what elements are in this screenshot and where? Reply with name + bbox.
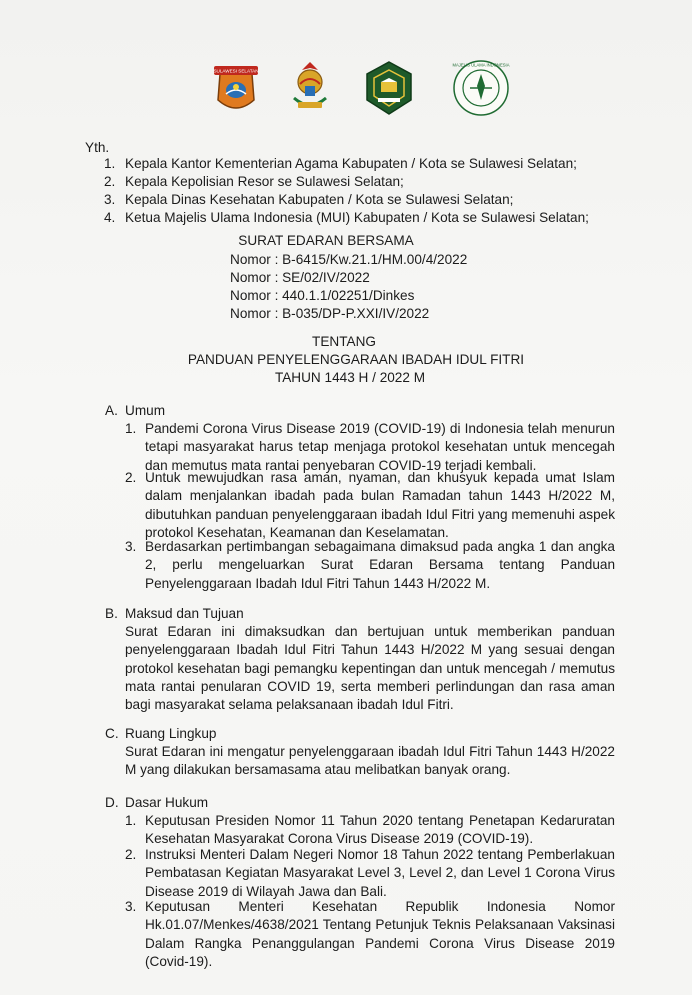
section-b-body: Surat Edaran ini dimaksudkan dan bertujuan untuk memberikan panduan penyelenggaraan Ibadah Idul Fitri Tahun 1443 H/2022 M yang sesuai dengan protokol kesehatan bagi pemangku kepentingan dan untuk mencegah / memutus mata rantai penularan COVID 19, serta memberi perlindungan dan rasa aman bagi masyarakat selama pelaksanaan ibadah Idul Fitri. — [125, 624, 615, 713]
section-c-title: Ruang Lingkup — [125, 726, 217, 741]
reference-number: Nomor : SE/02/IV/2022 — [230, 270, 370, 285]
section-d-item-2: Instruksi Menteri Dalam Negeri Nomor 18 Tahun 2022 tentang Pemberlakuan Pembatasan Kegiatan Masyarakat Level 3, Level 2, dan Level 1 Corona Virus Disease 2019 di Wilayah Jawa dan Bali. — [145, 847, 615, 899]
list-number: 2. — [125, 470, 137, 485]
subject-line-2: TAHUN 1443 H / 2022 M — [274, 370, 426, 385]
section-d-item-1: Keputusan Presiden Nomor 11 Tahun 2020 tentang Penetapan Kedaruratan Kesehatan Masyarakat Corona Virus Disease 2019 (COVID-19). — [145, 813, 615, 847]
list-number: 3. — [125, 539, 137, 554]
reference-number: Nomor : B-6415/Kw.21.1/HM.00/4/2022 — [230, 252, 468, 267]
section-a-label: A. — [105, 403, 118, 418]
section-d-item-3: Keputusan Menteri Kesehatan Republik Indonesia Nomor Hk.01.07/Menkes/4638/2021 Tentang Petunjuk Teknis Pelaksanaan Vaksinasi Dalam Rangka Penanggulangan Pandemi Corona Virus Disease 2019 (Covid-19). — [145, 899, 615, 969]
section-c-body: Surat Edaran ini mengatur penyelenggaraan ibadah Idul Fitri Tahun 1443 H/2022 M yang dilakukan bersamasama atau melibatkan banyak orang. — [125, 744, 615, 778]
polri-emblem-icon — [212, 60, 260, 118]
provinsi-emblem-icon — [288, 58, 332, 118]
section-a-item-3: Berdasarkan pertimbangan sebagaimana dimaksud pada angka 1 dan angka 2, perlu mengeluarkan Surat Edaran Bersama tentang Panduan Penyelenggaraan Ibadah Idul Fitri Tahun 1443 H/2022 M. — [145, 539, 615, 591]
recipient-number: 3. — [104, 192, 116, 207]
section-a-item-2: Untuk mewujudkan rasa aman, nyaman, dan khusyuk kepada umat Islam dalam menjalankan ibadah pada bulan Ramadan tahun 1443 H/2022 M, dibutuhkan panduan penyelenggaraan ibadah Idul Fitri yang memenuhi aspek protokol Kesehatan, Keamanan dan Keselamatan. — [145, 470, 615, 540]
recipient-item: Ketua Majelis Ulama Indonesia (MUI) Kabupaten / Kota se Sulawesi Selatan; — [125, 210, 589, 225]
mui-emblem-icon — [452, 58, 510, 118]
mui-ring-text: MAJELIS ULAMA INDONESIA — [452, 62, 510, 68]
recipient-number: 1. — [104, 156, 116, 171]
kemenag-emblem-icon — [364, 60, 414, 116]
list-number: 1. — [125, 421, 137, 436]
subject-line-1: PANDUAN PENYELENGGARAAN IBADAH IDUL FITRI — [187, 352, 525, 367]
recipient-item: Kepala Dinas Kesehatan Kabupaten / Kota se Sulawesi Selatan; — [125, 192, 514, 207]
list-number: 2. — [125, 847, 137, 862]
list-number: 1. — [125, 813, 137, 828]
polri-banner-text: SULAWESI SELATAN — [213, 68, 259, 74]
recipient-item: Kepala Kepolisian Resor se Sulawesi Selatan; — [125, 174, 404, 189]
reference-number: Nomor : 440.1.1/02251/Dinkes — [230, 288, 415, 303]
salutation: Yth. — [85, 140, 110, 155]
list-number: 3. — [125, 899, 137, 914]
section-c-label: C. — [105, 726, 119, 741]
recipient-item: Kepala Kantor Kementerian Agama Kabupaten / Kota se Sulawesi Selatan; — [125, 156, 577, 171]
section-d-title: Dasar Hukum — [125, 795, 209, 810]
section-b-title: Maksud dan Tujuan — [125, 606, 244, 621]
reference-number: Nomor : B-035/DP-P.XXI/IV/2022 — [230, 306, 430, 321]
section-a-item-1: Pandemi Corona Virus Disease 2019 (COVID-19) di Indonesia telah menurun tetapi masyarakat harus tetap menjaga protokol kesehatan untuk mencegah dan memutus mata rantai penyebaran COVID-19 terjadi kembali. — [145, 421, 615, 473]
recipient-number: 4. — [104, 210, 116, 225]
recipient-number: 2. — [104, 174, 116, 189]
tentang-label: TENTANG — [312, 334, 376, 349]
logo-row — [212, 58, 512, 120]
section-d-label: D. — [105, 795, 119, 810]
section-a-title: Umum — [125, 403, 166, 418]
circular-heading: SURAT EDARAN BERSAMA — [238, 233, 414, 248]
section-b-label: B. — [105, 606, 118, 621]
